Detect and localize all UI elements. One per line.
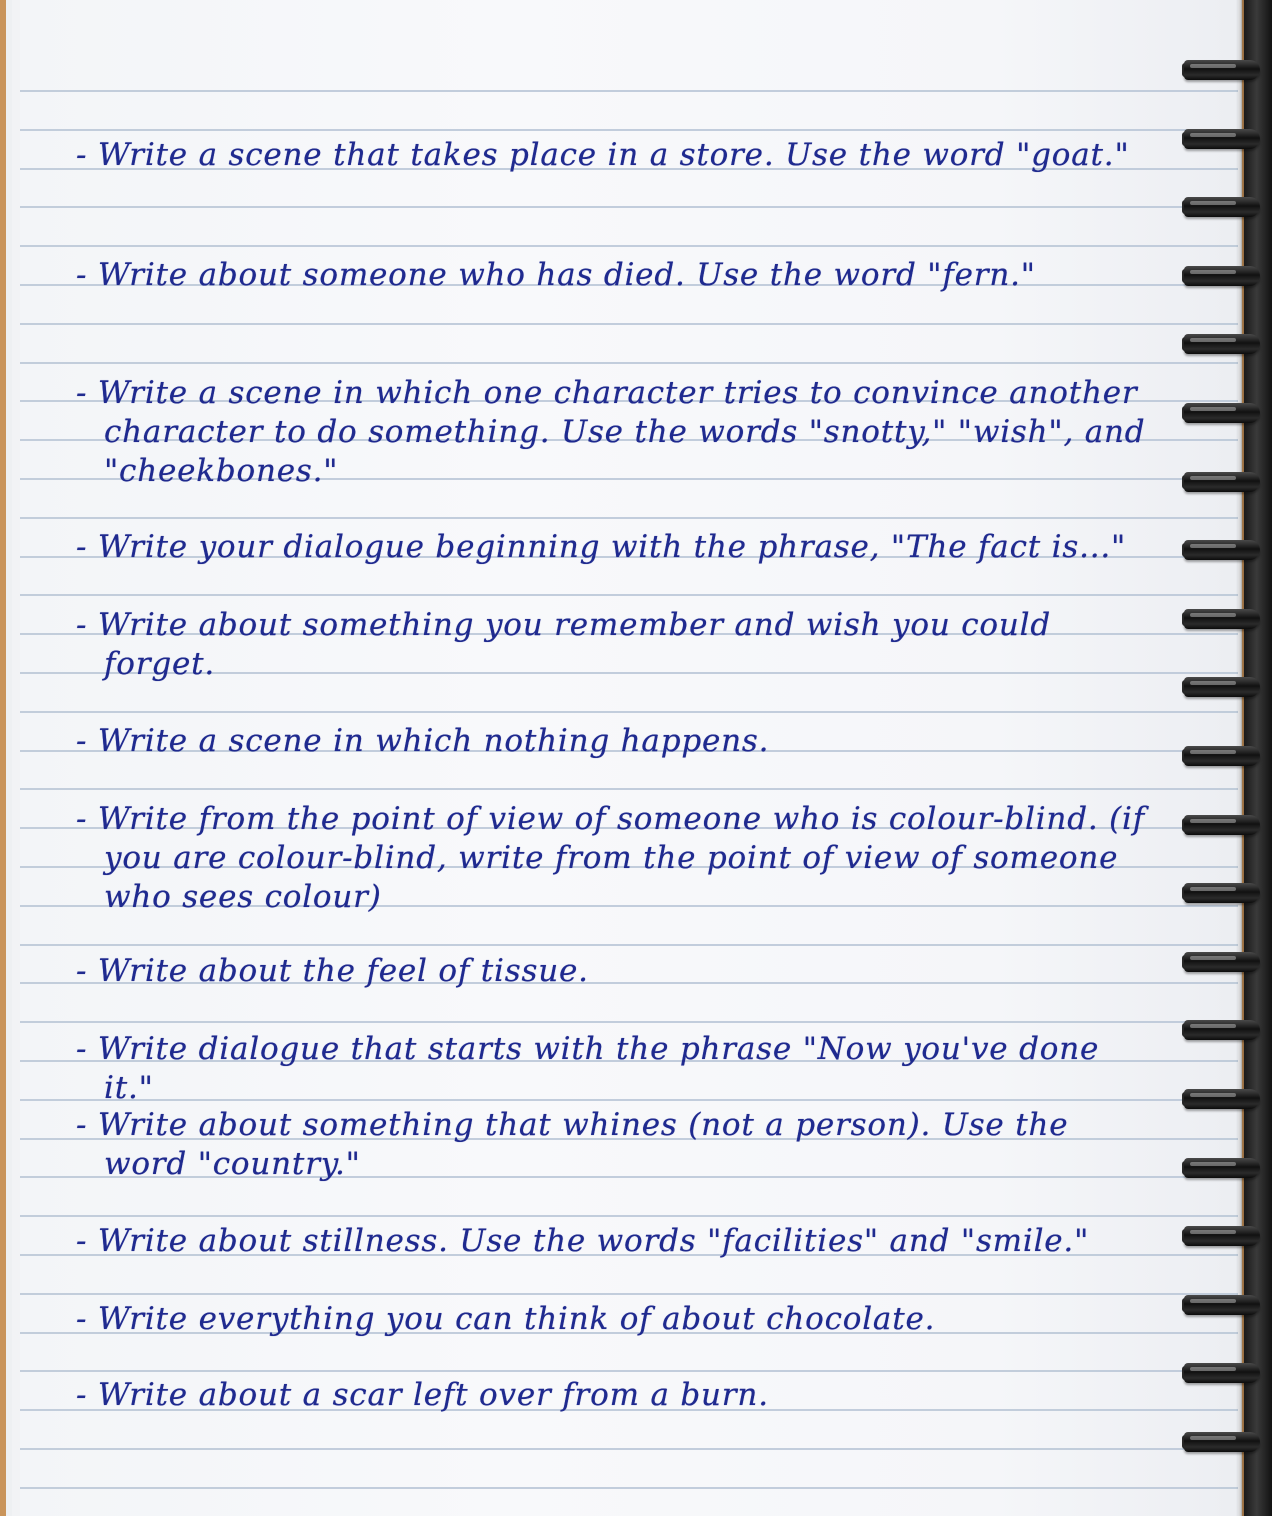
prompt-item: - Write about something that whines (not a person). Use the word "country." <box>76 1107 1069 1182</box>
spiral-ring <box>1184 1363 1260 1383</box>
spiral-ring <box>1184 334 1260 354</box>
prompt-item: - Write a scene in which nothing happens. <box>76 723 770 759</box>
notebook-page <box>20 0 1238 1516</box>
prompt-item: - Write about someone who has died. Use the word "fern." <box>76 257 1036 293</box>
spiral-binding <box>1172 0 1272 1516</box>
spiral-ring <box>1184 1432 1260 1452</box>
spiral-ring <box>1184 1158 1260 1178</box>
prompt-item: - Write about the feel of tissue. <box>76 953 589 989</box>
spiral-ring <box>1184 883 1260 903</box>
spiral-ring <box>1184 403 1260 423</box>
spiral-ring <box>1184 677 1260 697</box>
spiral-ring <box>1184 60 1260 80</box>
spiral-ring <box>1184 1089 1260 1109</box>
spiral-ring <box>1184 266 1260 286</box>
prompt-item: - Write a scene that takes place in a store. Use the word "goat." <box>76 137 1130 173</box>
prompt-item: - Write about stillness. Use the words "facilities" and "smile." <box>76 1223 1090 1259</box>
spiral-ring <box>1184 952 1260 972</box>
spiral-ring <box>1184 1226 1260 1246</box>
prompt-item: - Write about something you remember and wish you could forget. <box>76 607 1051 682</box>
spiral-ring <box>1184 1295 1260 1315</box>
prompt-item: - Write a scene in which one character tries to convince another character to do something. Use the words "snotty," "wish", and "cheekbones." <box>76 375 1146 489</box>
prompt-item: - Write your dialogue beginning with the phrase, "The fact is..." <box>76 529 1127 565</box>
spiral-ring <box>1184 609 1260 629</box>
spiral-ring <box>1184 197 1260 217</box>
spiral-ring <box>1184 815 1260 835</box>
prompt-item: - Write everything you can think of about chocolate. <box>76 1301 936 1337</box>
spiral-ring <box>1184 472 1260 492</box>
spiral-ring <box>1184 1020 1260 1040</box>
spiral-ring <box>1184 746 1260 766</box>
prompt-item: - Write about a scar left over from a burn. <box>76 1377 769 1413</box>
spiral-ring <box>1184 540 1260 560</box>
prompt-list <box>20 0 1170 1516</box>
prompt-item: - Write dialogue that starts with the phrase "Now you've done it." <box>76 1031 1100 1106</box>
spiral-ring <box>1184 129 1260 149</box>
prompt-item: - Write from the point of view of someone who is colour-blind. (if you are colour-blind, write from the point of view of someone who sees colour) <box>76 801 1146 915</box>
